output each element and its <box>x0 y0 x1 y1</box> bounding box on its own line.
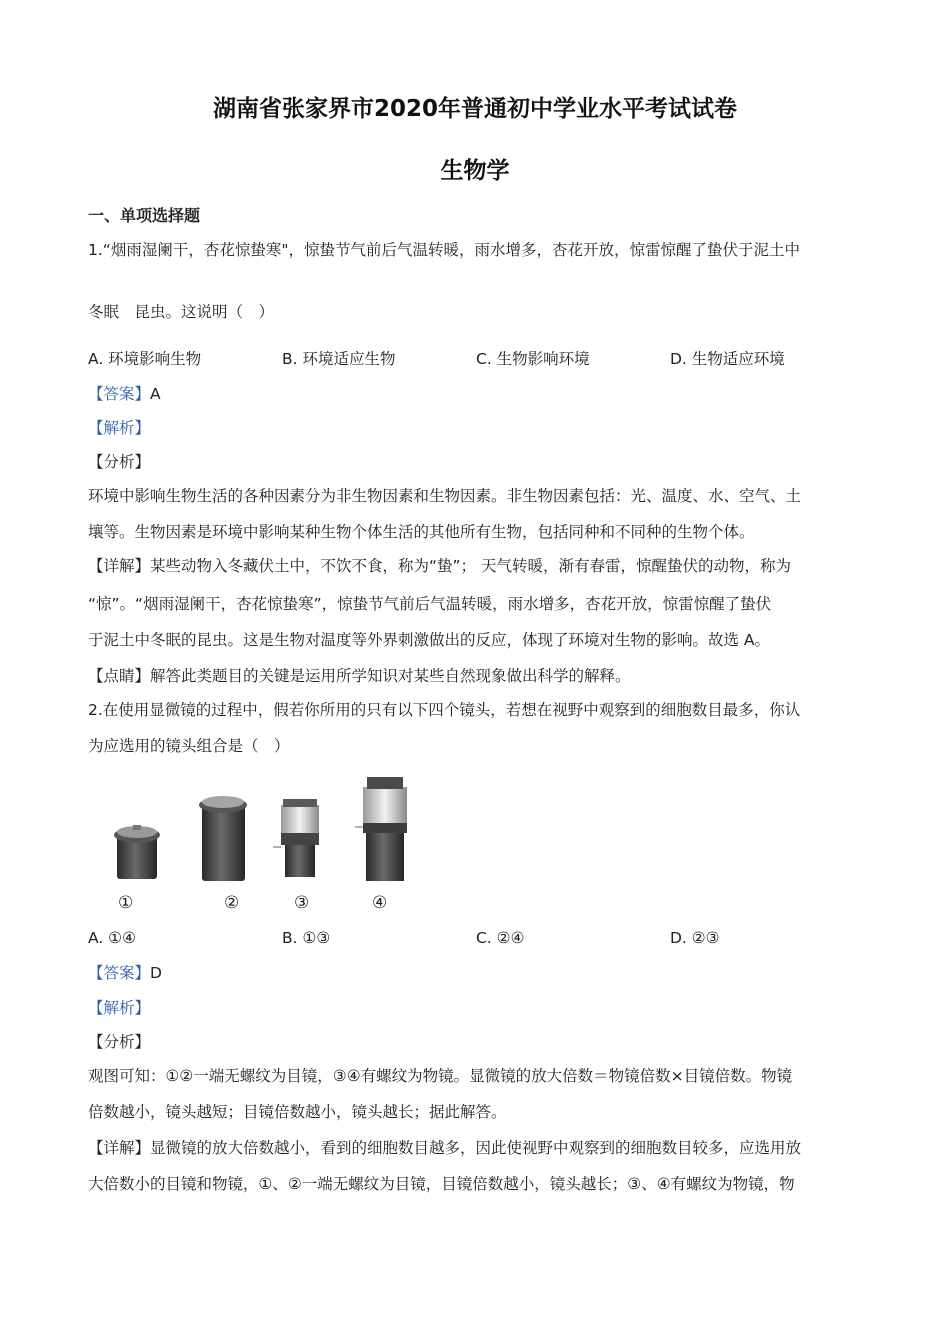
q1-detail-line3: 于泥土中冬眠的昆虫。这是生物对温度等外界刺激做出的反应，体现了环境对生物的影响。故选 A。 <box>88 631 771 649</box>
lens-label-2: ② <box>224 893 240 913</box>
q1-detail-line2: “惊”。“烟雨湿阑干，杏花惊蛰寒”，惊蛰节气前后气温转暖，雨水增多，杏花开放，惊雷惊醒了蛰伏 <box>88 595 772 613</box>
q2-answer <box>88 961 868 985</box>
q2-option-d: D. ②③ <box>670 929 720 947</box>
q1-fenxi-tag: 【分析】 <box>88 453 151 471</box>
section-heading: 一、单项选择题 <box>88 206 201 225</box>
eyepiece-lens-2 <box>199 796 247 881</box>
q1-option-c: C. 生物影响环境 <box>476 350 590 368</box>
q1-fenxi-line1: 环境中影响生物生活的各种因素分为非生物因素和生物因素。非生物因素包括：光、温度、水、空气、土 <box>88 487 802 505</box>
eyepiece-lens-1 <box>114 825 160 879</box>
answer-value: A <box>150 385 161 403</box>
q1-fenxi-line2: 壤等。生物因素是环境中影响某种生物个体生活的其他所有生物，包括同种和不同种的生物个体。 <box>88 523 755 541</box>
q2-detail-line1: 【详解】显微镜的放大倍数越小，看到的细胞数目越多，因此使视野中观察到的细胞数目较多，应选用放 <box>88 1139 802 1157</box>
q2-fenxi-line2: 倍数越小，镜头越短；目镜倍数越小，镜头越长；据此解答。 <box>88 1103 507 1121</box>
q1-analysis-tag: 【解析】 <box>88 419 151 437</box>
objective-lens-3 <box>273 799 319 877</box>
lens-label-3: ③ <box>294 893 310 913</box>
q1-dianjing: 【点睛】解答此类题目的关键是运用所学知识对某些自然现象做出科学的解释。 <box>88 667 631 685</box>
page-subtitle: 生物学 <box>440 158 510 184</box>
q1-option-b: B. 环境适应生物 <box>282 350 396 368</box>
q1-answer <box>88 382 868 406</box>
q2-option-c: C. ②④ <box>476 929 525 947</box>
lens-label-4: ④ <box>372 893 388 913</box>
q2-detail-line2: 大倍数小的目镜和物镜，①、②一端无螺纹为目镜，目镜倍数越小，镜头越长；③、④有螺纹为物镜，物 <box>88 1175 795 1193</box>
q2-stem-line2: 为应选用的镜头组合是（ ） <box>88 737 290 755</box>
q1-option-a: A. 环境影响生物 <box>88 350 202 368</box>
q2-fenxi-line1: 观图可知：①②一端无螺纹为目镜，③④有螺纹为物镜。显微镜的放大倍数＝物镜倍数×目镜倍数。物镜 <box>88 1067 793 1085</box>
q2-stem-line1: 2.在使用显微镜的过程中，假若你所用的只有以下四个镜头，若想在视野中观察到的细胞数目最多，你认 <box>88 701 801 719</box>
q1-detail-line1: 【详解】某些动物入冬藏伏土中，不饮不食，称为“蛰”； 天气转暖，渐有春雷，惊醒蛰伏的动物，称为 <box>88 557 791 575</box>
lens-label-1: ① <box>118 893 134 913</box>
q2-fenxi-tag: 【分析】 <box>88 1033 151 1051</box>
page-title: 湖南省张家界市2020年普通初中学业水平考试试卷 <box>212 96 737 122</box>
q1-option-d: D. 生物适应环境 <box>670 350 785 368</box>
objective-lens-4 <box>355 777 407 881</box>
answer-value: D <box>150 964 162 982</box>
q1-stem-line1: 1.“烟雨湿阑干，杏花惊蛰寒"，惊蛰节气前后气温转暖，雨水增多，杏花开放，惊雷惊醒了蛰伏于泥土中 <box>88 241 800 259</box>
q1-stem-line2: 冬眠 昆虫。这说明（ ） <box>88 303 275 321</box>
q2-option-a: A. ①④ <box>88 929 136 947</box>
q2-analysis-tag: 【解析】 <box>88 999 151 1017</box>
answer-tag: 【答案】 <box>88 385 151 403</box>
q2-option-b: B. ①③ <box>282 929 331 947</box>
answer-tag: 【答案】 <box>88 964 151 982</box>
